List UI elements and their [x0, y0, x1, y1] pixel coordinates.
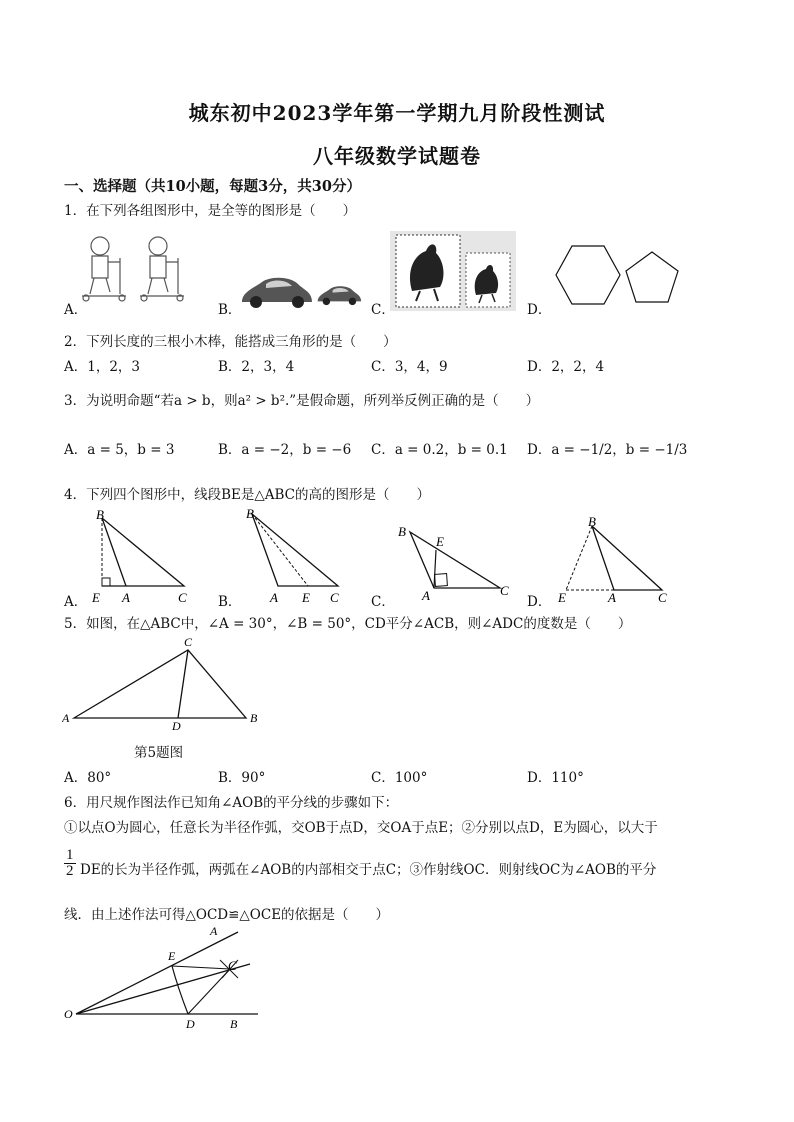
- q1-figure-b-cars: [236, 274, 366, 310]
- svg-text:C: C: [500, 583, 509, 598]
- section-heading: 一、选择题（共10小题，每题3分，共30分）: [64, 178, 361, 195]
- svg-text:B: B: [96, 508, 104, 522]
- svg-text:A: A: [210, 924, 218, 938]
- q4-label-b: B．: [218, 594, 242, 610]
- q2-option-b: B．2，3，4: [218, 359, 295, 375]
- svg-text:O: O: [64, 1007, 73, 1021]
- svg-text:A: A: [270, 590, 278, 605]
- exam-title: 城东初中2023学年第一学期九月阶段性测试: [188, 101, 606, 125]
- q5-figure-triangle: [62, 634, 272, 734]
- q6-line-2: ①以点O为圆心，任意长为半径作弧，交OB于点D，交OA于点E；②分别以点D，E为圆心，以大于: [64, 820, 658, 836]
- q4-label-d: D．: [527, 594, 552, 610]
- svg-text:C: C: [228, 958, 237, 973]
- q4-figure-d: [552, 514, 672, 606]
- svg-text:E: E: [92, 590, 100, 605]
- svg-text:C: C: [330, 590, 339, 605]
- rooster-stamp-icon: [396, 235, 460, 307]
- svg-text:B: B: [230, 1017, 238, 1031]
- svg-text:D: D: [172, 719, 181, 733]
- q6-line-3: DE的长为半径作弧，两弧在∠AOB的内部相交于点C；③作射线OC．则射线OC为∠AOB的平分: [80, 862, 657, 878]
- q6-figure-angle-bisector: [62, 922, 262, 1032]
- q6-line-4: 线．由上述作法可得△OCD≌△OCE的依据是（ ）: [64, 907, 390, 923]
- q6-fraction-half: $\frac{1}{2}$: [66, 847, 74, 879]
- q4-stem: 4．下列四个图形中，线段BE是△ABC的高的图形是（ ）: [64, 487, 430, 503]
- rooster-stamp-icon: [466, 253, 510, 307]
- svg-text:C: C: [178, 590, 187, 605]
- svg-text:B: B: [250, 711, 258, 725]
- svg-text:E: E: [436, 534, 444, 549]
- svg-text:B: B: [246, 506, 254, 521]
- q4-figure-b: [238, 504, 352, 606]
- svg-text:B: B: [398, 524, 406, 539]
- q4-figure-a: [84, 508, 194, 606]
- kid-scooter-icon: [140, 237, 184, 301]
- q2-stem: 2．下列长度的三根小木棒，能搭成三角形的是（ ）: [64, 334, 397, 350]
- q3-option-b: B．a = −2，b = −6: [218, 442, 352, 458]
- q4-figure-c: [392, 520, 514, 608]
- svg-text:A: A: [422, 588, 430, 603]
- hexagon-shape: [556, 246, 620, 304]
- q3-option-d: D．a = −1/2，b = −1/3: [527, 442, 688, 458]
- svg-text:E: E: [168, 949, 176, 963]
- q1-label-d: D．: [527, 302, 552, 318]
- svg-text:A: A: [122, 590, 130, 605]
- q5-figure-caption: 第5题图: [134, 745, 184, 761]
- svg-text:E: E: [558, 590, 566, 605]
- pentagon-shape: [626, 252, 678, 302]
- kid-scooter-icon: [82, 237, 126, 301]
- car-icon: [318, 286, 361, 305]
- svg-text:C: C: [184, 635, 193, 649]
- q5-option-b: B．90°: [218, 770, 266, 786]
- q1-figure-d-polygons: [552, 244, 682, 308]
- car-icon: [242, 278, 312, 308]
- q1-label-c: C．: [371, 302, 395, 318]
- q1-stem: 1．在下列各组图形中，是全等的图形是（ ）: [64, 203, 357, 219]
- svg-text:E: E: [302, 590, 310, 605]
- q2-option-c: C．3，4，9: [371, 359, 448, 375]
- q2-option-a: A．1，2，3: [64, 359, 141, 375]
- q1-figure-c-stamps: [390, 231, 516, 311]
- exam-subtitle: 八年级数学试题卷: [313, 144, 481, 168]
- q3-stem: 3．为说明命题“若a > b，则a² > b².”是假命题，所列举反例正确的是（ ）: [64, 393, 540, 409]
- q5-option-c: C．100°: [371, 770, 428, 786]
- q2-option-d: D．2，2，4: [527, 359, 605, 375]
- q5-option-d: D．110°: [527, 770, 584, 786]
- q4-label-c: C．: [371, 594, 395, 610]
- q3-option-a: A．a = 5，b = 3: [64, 442, 175, 458]
- q1-figure-a-kids: [72, 234, 192, 306]
- svg-text:A: A: [62, 711, 70, 725]
- q5-stem: 5．如图，在△ABC中，∠A = 30°，∠B = 50°，CD平分∠ACB，则∠ADC的度数是（ ）: [64, 616, 632, 632]
- svg-text:A: A: [608, 590, 616, 605]
- q1-label-b: B．: [218, 302, 242, 318]
- svg-text:B: B: [588, 514, 596, 529]
- svg-text:D: D: [186, 1017, 195, 1031]
- q1-label-a: A．: [64, 302, 88, 318]
- q4-label-a: A．: [64, 594, 88, 610]
- q5-option-a: A．80°: [64, 770, 112, 786]
- q6-line-1: 6．用尺规作图法作已知角∠AOB的平分线的步骤如下：: [64, 795, 399, 811]
- q3-option-c: C．a = 0.2，b = 0.1: [371, 442, 508, 458]
- svg-text:C: C: [658, 590, 667, 605]
